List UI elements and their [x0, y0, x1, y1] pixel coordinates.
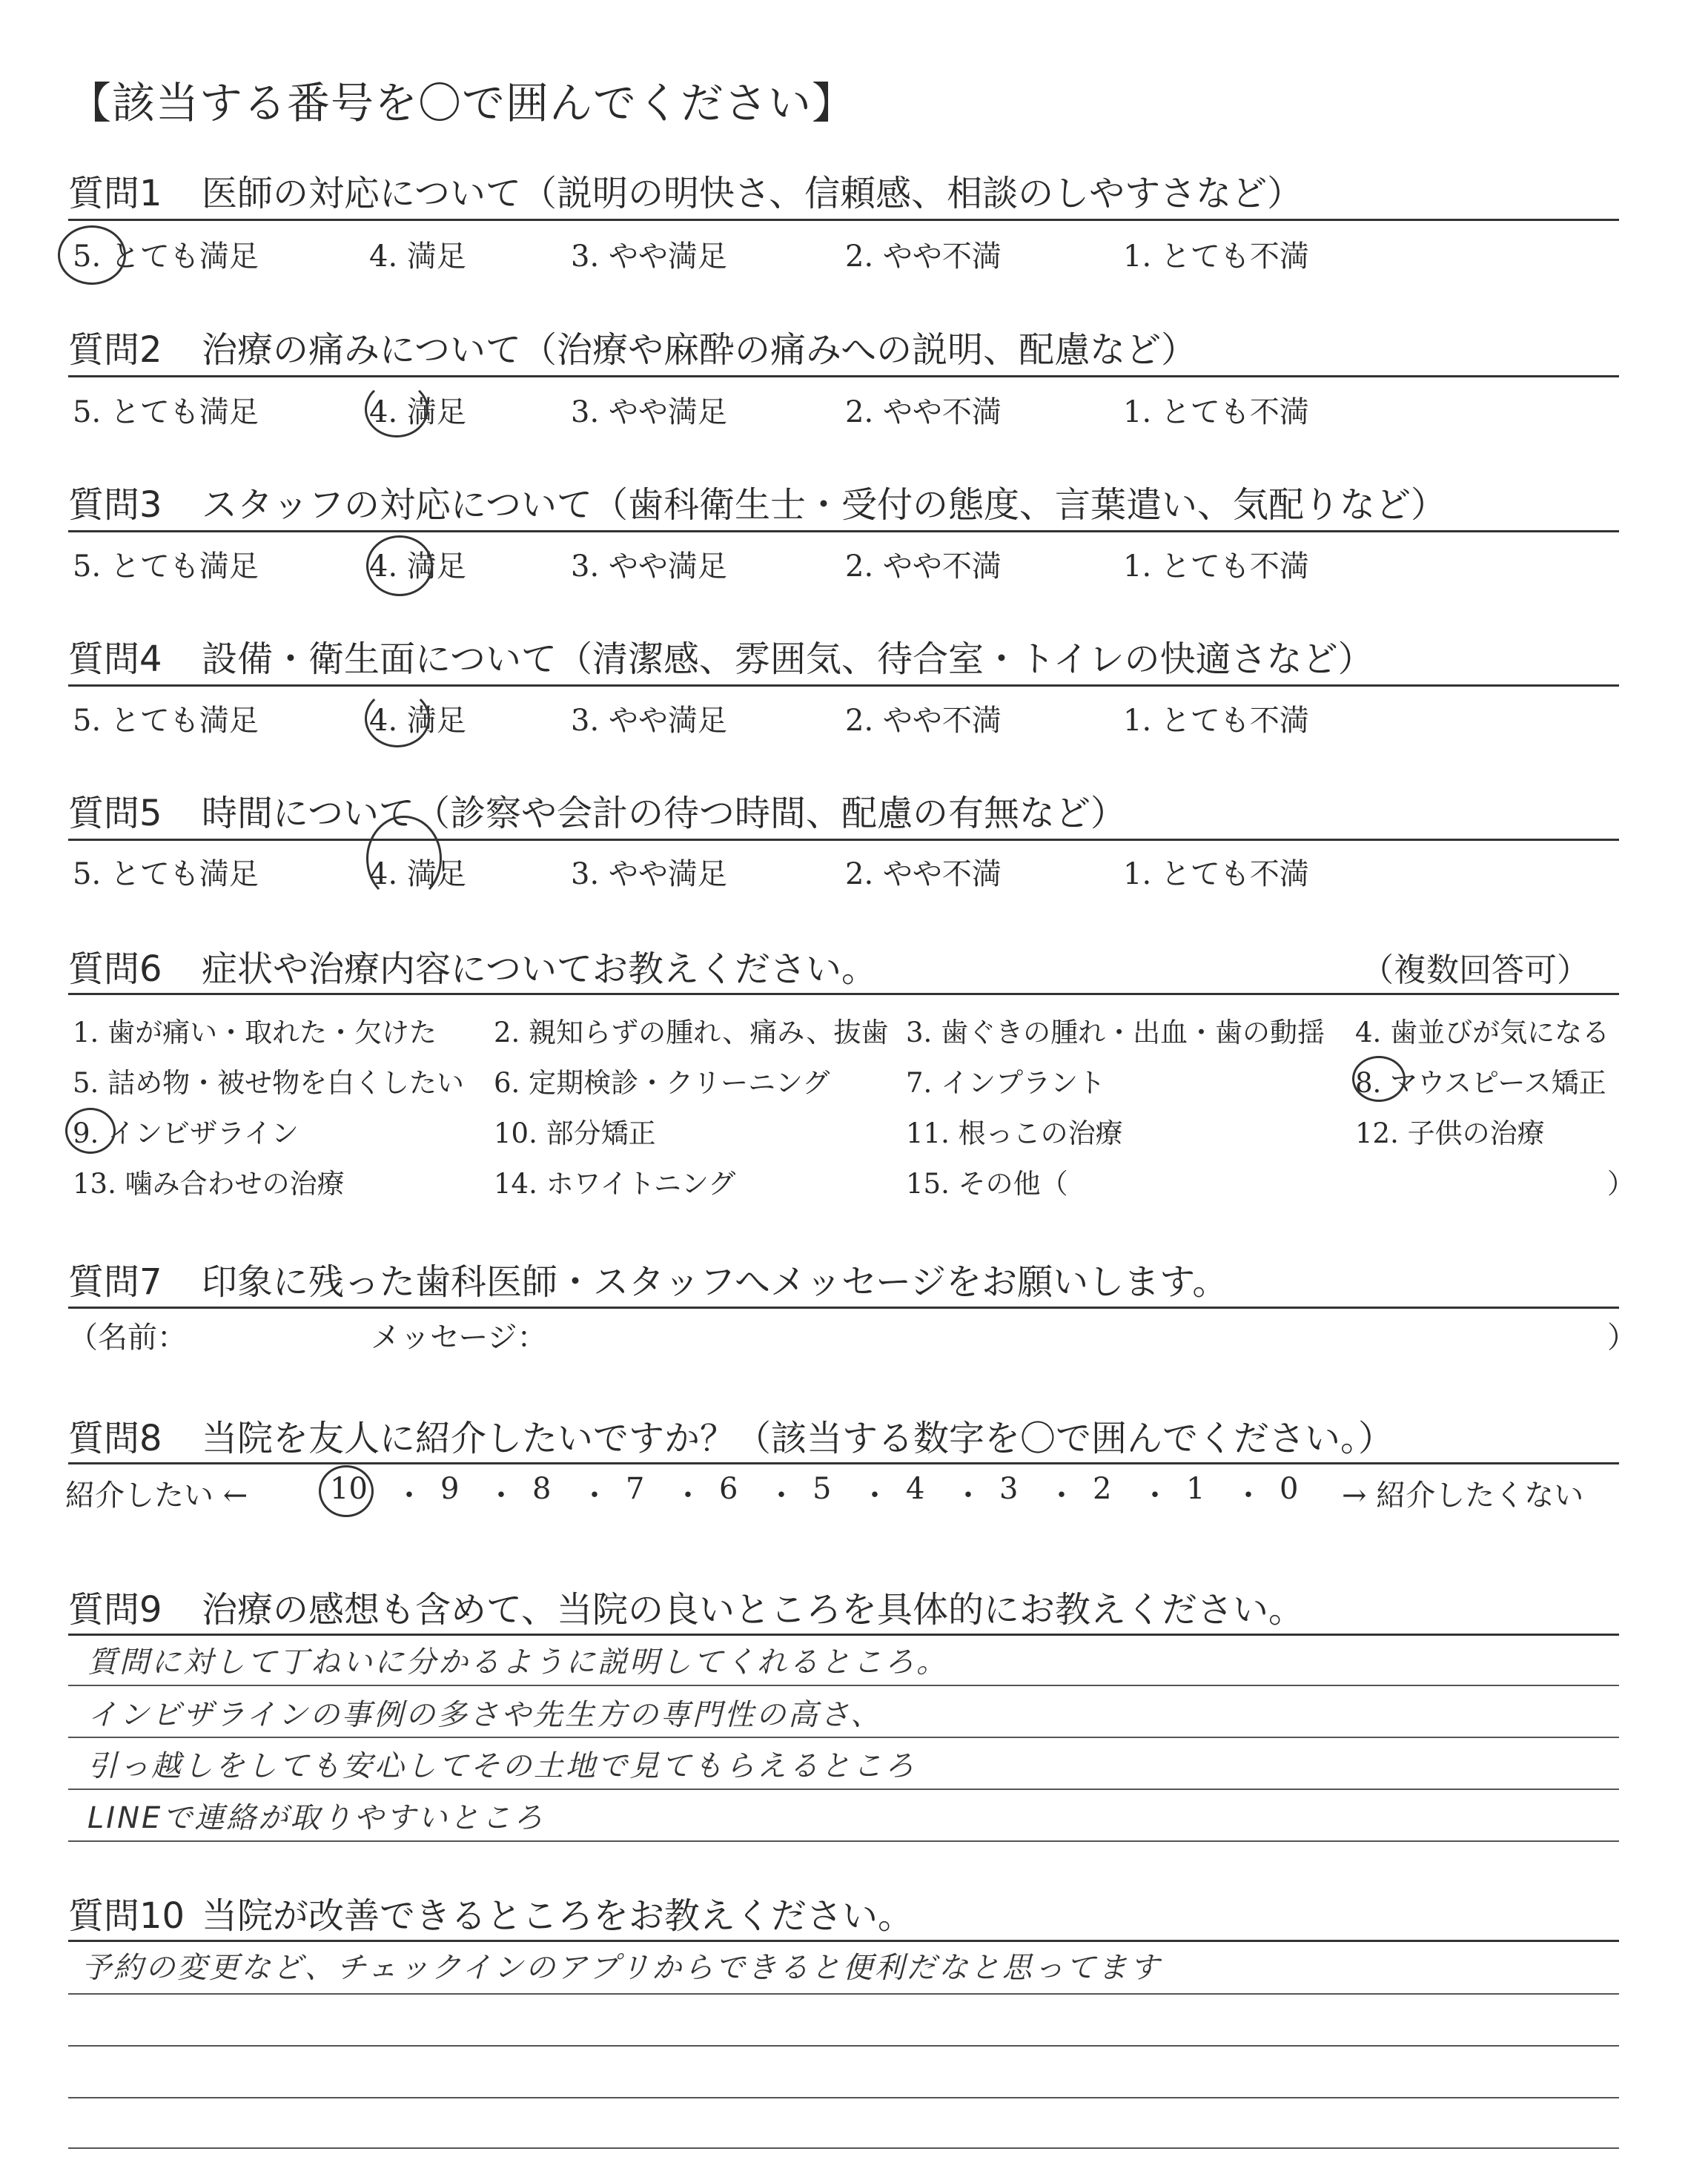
question-4-label: 質問4	[68, 638, 162, 680]
q4-option-3[interactable]: 3. やや満足	[571, 704, 727, 738]
answer-line	[68, 2045, 1619, 2047]
q3-option-4[interactable]: 4. 満足	[369, 549, 466, 584]
q6-option-11[interactable]: 11. 根っこの治療	[906, 1117, 1123, 1149]
q6-option-4[interactable]: 4. 歯並びが気になる	[1355, 1017, 1610, 1048]
divider	[68, 1462, 1619, 1464]
question-7-text: 印象に残った歯科医師・スタッフへメッセージをお願いします。	[202, 1261, 1228, 1303]
q1-option-1[interactable]: 1. とても不満	[1123, 240, 1309, 274]
question-9-text: 治療の感想も含めて、当院の良いところを具体的にお教えください。	[202, 1589, 1305, 1631]
scale-2[interactable]: 2	[1093, 1472, 1112, 1506]
divider	[68, 993, 1619, 995]
question-8-label: 質問8	[68, 1418, 162, 1459]
divider	[68, 684, 1619, 687]
q4-option-2[interactable]: 2. やや不満	[845, 704, 1002, 738]
question-3-label: 質問3	[68, 484, 162, 526]
question-1-label: 質問1	[68, 173, 162, 214]
question-6	[68, 940, 877, 991]
question-2-text: 治療の痛みについて（治療や麻酔の痛みへの説明、配慮など）	[202, 329, 1197, 371]
q9-answer-line-4: LINEで連絡が取りやすいところ	[87, 1801, 546, 1835]
scale-dot: ・	[394, 1479, 424, 1513]
q9-answer-line-3: 引っ越しをしても安心してその土地で見てもらえるところ	[87, 1749, 916, 1783]
question-10-text: 当院が改善できるところをお教えください。	[202, 1895, 914, 1937]
divider	[68, 839, 1619, 841]
answer-line	[68, 1840, 1619, 1842]
q2-option-1[interactable]: 1. とても不満	[1123, 395, 1309, 429]
question-4	[68, 630, 1374, 681]
q6-option-15[interactable]: 15. その他（	[906, 1168, 1068, 1200]
q3-option-3[interactable]: 3. やや満足	[571, 549, 727, 584]
divider	[68, 1940, 1619, 1942]
divider	[68, 375, 1619, 377]
q6-option-2[interactable]: 2. 親知らずの腫れ、痛み、抜歯	[494, 1017, 889, 1048]
q5-option-3[interactable]: 3. やや満足	[571, 857, 727, 891]
q6-option-5[interactable]: 5. 詰め物・被せ物を白くしたい	[73, 1067, 465, 1099]
question-3-text: スタッフの対応について（歯科衛生士・受付の態度、言葉遣い、気配りなど）	[202, 484, 1447, 526]
q6-other-close-paren: ）	[1607, 1168, 1635, 1200]
question-6-text: 症状や治療内容についてお教えください。	[202, 948, 878, 990]
scale-5[interactable]: 5	[812, 1472, 832, 1506]
q5-option-4[interactable]: 4. 満足	[369, 857, 466, 891]
answer-line	[68, 2147, 1619, 2149]
multiple-answers-note: （複数回答可）	[1361, 951, 1589, 989]
scale-dot: ・	[486, 1479, 516, 1513]
q2-option-5[interactable]: 5. とても満足	[73, 395, 259, 429]
q4-option-5[interactable]: 5. とても満足	[73, 704, 259, 738]
question-2	[68, 321, 1196, 372]
q3-option-2[interactable]: 2. やや不満	[845, 549, 1002, 584]
question-8	[68, 1410, 1394, 1461]
scale-left-label: 紹介したい ←	[65, 1479, 248, 1513]
scale-4[interactable]: 4	[906, 1472, 925, 1506]
question-5-text: 時間について（診察や会計の待つ時間、配慮の有無など）	[202, 793, 1127, 834]
question-2-label: 質問2	[68, 329, 162, 371]
name-label: （名前：	[68, 1321, 187, 1355]
q6-option-3[interactable]: 3. 歯ぐきの腫れ・出血・歯の動揺	[906, 1017, 1325, 1048]
question-9	[68, 1581, 1304, 1632]
message-label: メッセージ：	[371, 1321, 547, 1355]
answer-line	[68, 1993, 1619, 1995]
question-1-text: 医師の対応について（説明の明快さ、信頼感、相談のしやすさなど）	[202, 173, 1303, 214]
q6-option-6[interactable]: 6. 定期検診・クリーニング	[494, 1067, 830, 1099]
question-5-label: 質問5	[68, 793, 162, 834]
q6-option-8[interactable]: 8. マウスピース矯正	[1355, 1067, 1606, 1099]
scale-3[interactable]: 3	[999, 1472, 1019, 1506]
answer-line	[68, 1685, 1619, 1686]
question-5	[68, 785, 1126, 836]
scale-dot: ・	[580, 1479, 609, 1513]
q1-option-2[interactable]: 2. やや不満	[845, 240, 1002, 274]
scale-dot: ・	[767, 1479, 796, 1513]
q4-option-4[interactable]: 4. 満足	[369, 704, 466, 738]
divider	[68, 1634, 1619, 1636]
q5-option-1[interactable]: 1. とても不満	[1123, 857, 1309, 891]
q4-option-1[interactable]: 1. とても不満	[1123, 704, 1309, 738]
q6-option-1[interactable]: 1. 歯が痛い・取れた・欠けた	[73, 1017, 437, 1048]
q1-option-4[interactable]: 4. 満足	[369, 240, 466, 274]
message-close-paren: ）	[1607, 1321, 1637, 1355]
question-1	[68, 165, 1302, 216]
scale-dot: ・	[1047, 1479, 1076, 1513]
q10-answer-line-1: 予約の変更など、チェックインのアプリからできると便利だなと思ってます	[82, 1951, 1162, 1985]
q2-option-3[interactable]: 3. やや満足	[571, 395, 727, 429]
divider	[68, 1307, 1619, 1309]
question-4-text: 設備・衛生面について（清潔感、雰囲気、待合室・トイレの快適さなど）	[202, 638, 1374, 680]
question-10-label: 質問10	[68, 1895, 185, 1937]
answer-line	[68, 2097, 1619, 2098]
scale-dot: ・	[673, 1479, 703, 1513]
q6-option-9[interactable]: 9. インビザライン	[73, 1117, 299, 1149]
divider	[68, 530, 1619, 532]
question-9-label: 質問9	[68, 1589, 162, 1631]
answer-line	[68, 1737, 1619, 1738]
q9-answer-line-1: 質問に対して丁ねいに分かるように説明してくれるところ。	[87, 1645, 948, 1680]
scale-7[interactable]: 7	[626, 1472, 645, 1506]
scale-dot: ・	[953, 1479, 983, 1513]
scale-0[interactable]: 0	[1280, 1472, 1299, 1506]
q6-option-10[interactable]: 10. 部分矯正	[494, 1117, 656, 1149]
q3-option-5[interactable]: 5. とても満足	[73, 549, 259, 584]
q2-option-2[interactable]: 2. やや不満	[845, 395, 1002, 429]
q6-option-12[interactable]: 12. 子供の治療	[1355, 1117, 1545, 1149]
q5-option-2[interactable]: 2. やや不満	[845, 857, 1002, 891]
question-3	[68, 476, 1446, 527]
question-8-text: 当院を友人に紹介したいですか？（該当する数字を〇で囲んでください。）	[202, 1418, 1394, 1459]
scale-8[interactable]: 8	[532, 1472, 552, 1506]
q9-answer-line-2: インビザラインの事例の多さや先生方の専門性の高さ、	[87, 1698, 883, 1732]
scale-1[interactable]: 1	[1186, 1472, 1205, 1506]
q6-option-7[interactable]: 7. インプラント	[906, 1067, 1106, 1099]
scale-dot: ・	[1234, 1479, 1263, 1513]
q1-option-5[interactable]: 5. とても満足	[73, 240, 259, 274]
q5-option-5[interactable]: 5. とても満足	[73, 857, 259, 891]
scale-dot: ・	[1140, 1479, 1170, 1513]
q3-option-1[interactable]: 1. とても不満	[1123, 549, 1309, 584]
q1-option-3[interactable]: 3. やや満足	[571, 240, 727, 274]
q6-option-13[interactable]: 13. 噛み合わせの治療	[73, 1168, 345, 1200]
page-title: 【該当する番号を〇で囲んでください】	[68, 78, 856, 128]
scale-right-label: → 紹介したくない	[1342, 1479, 1584, 1513]
scale-6[interactable]: 6	[719, 1472, 738, 1506]
answer-line	[68, 1789, 1619, 1790]
question-7	[68, 1253, 1228, 1304]
question-10	[68, 1887, 913, 1938]
q2-option-4[interactable]: 4. 満足	[369, 395, 466, 429]
question-6-label: 質問6	[68, 948, 162, 990]
scale-dot: ・	[860, 1479, 890, 1513]
divider	[68, 219, 1619, 221]
question-7-label: 質問7	[68, 1261, 162, 1303]
scale-10[interactable]: 10	[330, 1472, 368, 1506]
scale-9[interactable]: 9	[440, 1472, 460, 1506]
q6-option-14[interactable]: 14. ホワイトニング	[494, 1168, 736, 1200]
